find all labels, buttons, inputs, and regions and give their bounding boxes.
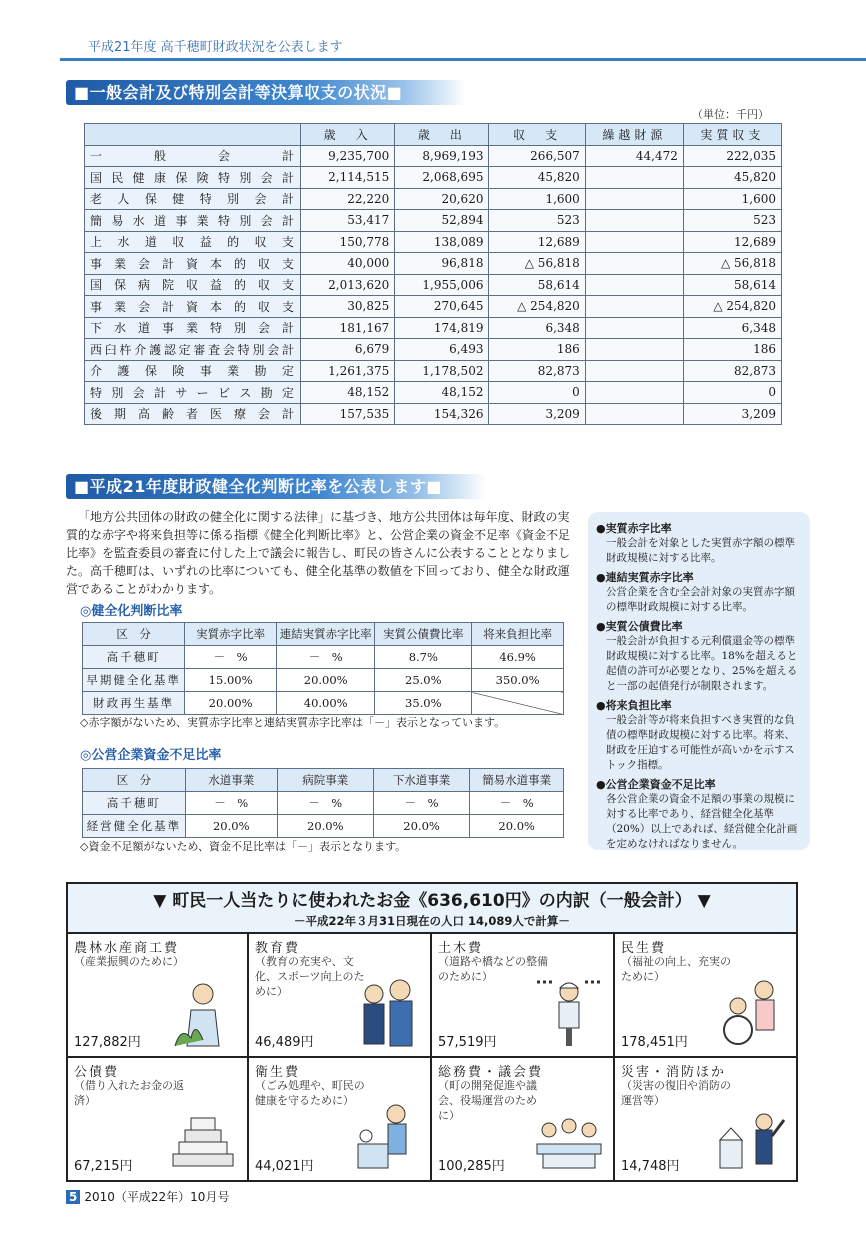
cell-value: 154,326	[395, 403, 489, 425]
breakdown-title: ▼ 町民一人当たりに使われたお金《636,610円》の内訳（一般会計） ▼	[153, 891, 711, 911]
column-header: 区 分	[83, 769, 186, 792]
row-name: 特別会計サービス勘定	[85, 382, 301, 404]
cell-value: 20.0%	[373, 815, 470, 838]
breakdown-item	[432, 1058, 615, 1182]
cell-value: 0	[489, 382, 585, 404]
cell-value	[585, 360, 683, 382]
cell-value	[585, 317, 683, 339]
cell-value: △ 56,818	[489, 253, 585, 275]
definition-text: 一般会計等が将来負担すべき実質的な負債の標準財政規模に対する比率。将来、財政を圧迫する可能性が高いかを示すストック指標。	[606, 714, 795, 771]
table-row	[85, 403, 782, 425]
footer	[66, 1188, 229, 1205]
row-name: 財政再生基準	[83, 692, 185, 715]
cell-value: 40.00%	[276, 692, 374, 715]
cell-value: － %	[276, 646, 374, 669]
column-header: 病院事業	[277, 769, 373, 792]
row-name: 高千穂町	[83, 792, 186, 815]
cell-value: － %	[373, 792, 470, 815]
cell-value: 1,261,375	[301, 360, 395, 382]
item-description: （教育の充実や、文化、スポーツ向上のために）	[255, 955, 365, 998]
table-header-row	[83, 623, 564, 646]
item-description: （道路や橋などの整備のために）	[438, 955, 548, 983]
intro-paragraph: 「地方公共団体の財政の健全化に関する法律」に基づき、地方公共団体は毎年度、財政の実質的な赤字や将来負担等に係る指標《健全化判断比率》と、公営企業の資金不足率《資金不足比率》を監査委員の審査に付した上で議会に報告し、町民の皆さんに公表することとなりました。高千穂町は、いずれの比率についても、健全化基準の数値を下回っており、健全な財政運営であることがわかります。	[66, 510, 571, 596]
cell-value: 3,209	[683, 403, 781, 425]
cell-value: 138,089	[395, 231, 489, 253]
cell-value: － %	[185, 792, 277, 815]
cell-value	[585, 231, 683, 253]
cell-value: 48,152	[395, 382, 489, 404]
cell-value: 6,679	[301, 339, 395, 361]
fund-note: ◇資金不足額がないため、資金不足比率は「－」表示となります。	[80, 840, 407, 853]
cell-value: 1,600	[683, 188, 781, 210]
item-amount: 57,519円	[438, 1035, 497, 1050]
definition-term: ●連結実質赤字比率	[596, 571, 694, 584]
cell-value: △ 56,818	[683, 253, 781, 275]
cell-value: 2,114,515	[301, 167, 395, 189]
cell-value: 9,235,700	[301, 145, 395, 167]
ratio-heading: ◎健全化判断比率	[80, 604, 183, 619]
item-name: 農林水産商工費	[74, 941, 180, 956]
cell-value: － %	[470, 792, 564, 815]
breakdown-item	[66, 1058, 249, 1182]
item-amount: 178,451円	[621, 1035, 688, 1050]
cell-value: △ 254,820	[683, 296, 781, 318]
item-name: 民生費	[621, 941, 667, 956]
table-row	[83, 669, 564, 692]
fund-table	[82, 768, 564, 838]
item-name: 衛生費	[255, 1065, 301, 1080]
table-row	[85, 296, 782, 318]
definition-text: 一般会計を対象とした実質赤字額の標準財政規模に対する比率。	[606, 537, 795, 564]
cell-value: 1,955,006	[395, 274, 489, 296]
cell-value: 3,209	[489, 403, 585, 425]
breakdown-item	[615, 1058, 798, 1182]
item-name: 教育費	[255, 941, 301, 956]
cell-value: 20.0%	[277, 815, 373, 838]
row-name: 経営健全化基準	[83, 815, 186, 838]
cell-value: 8.7%	[375, 646, 472, 669]
ratio-note: ◇赤字額がないため、実質赤字比率と連結実質赤字比率は「－」表示となっています。	[80, 716, 506, 729]
table-row	[85, 253, 782, 275]
money-stack-icon	[167, 1100, 239, 1172]
table-row	[85, 145, 782, 167]
row-name: 早期健全化基準	[83, 669, 185, 692]
column-header: 区 分	[83, 623, 185, 646]
cell-value: － %	[277, 792, 373, 815]
breakdown-item	[249, 1058, 432, 1182]
item-description: （借り入れたお金の返済）	[74, 1079, 184, 1107]
cell-value	[585, 167, 683, 189]
assembly-icon	[533, 1100, 605, 1172]
table-row	[85, 167, 782, 189]
column-header: 実質赤字比率	[185, 623, 277, 646]
row-name: 事業会計資本的収支	[85, 296, 301, 318]
header-rule	[60, 58, 866, 61]
cell-value: 52,894	[395, 210, 489, 232]
cell-value: 6,493	[395, 339, 489, 361]
row-name: 国保病院収益的収支	[85, 274, 301, 296]
section2-banner: ■平成21年度財政健全化判断比率を公表します■	[66, 474, 486, 499]
column-header: 水道事業	[185, 769, 277, 792]
definition-term: ●将来負担比率	[596, 699, 672, 712]
row-name: 後期高齢者医療会計	[85, 403, 301, 425]
table-row	[83, 692, 564, 715]
item-description: （ごみ処理や、町民の健康を守るために）	[255, 1079, 365, 1107]
construction-worker-icon	[533, 976, 605, 1048]
fund-heading: ◎公営企業資金不足比率	[80, 748, 222, 763]
row-name: 一般会計	[85, 145, 301, 167]
cell-value: 6,348	[489, 317, 585, 339]
settlement-table	[84, 123, 782, 425]
cell-value: 20,620	[395, 188, 489, 210]
cell-value: 25.0%	[375, 669, 472, 692]
row-name: 事業会計資本的収支	[85, 253, 301, 275]
cell-value	[585, 382, 683, 404]
definition-text: 公営企業を含む全会計対象の実質赤字額の標準財政規模に対する比率。	[606, 586, 795, 613]
cell-value: 20.0%	[470, 815, 564, 838]
row-name: 下水道事業特別会計	[85, 317, 301, 339]
students-icon	[350, 976, 422, 1048]
definition-term: ●実質公債費比率	[596, 620, 683, 633]
item-description: （福祉の向上、充実のために）	[621, 955, 731, 983]
item-name: 総務費・議会費	[438, 1065, 544, 1080]
cell-value: 58,614	[683, 274, 781, 296]
cell-value: 2,068,695	[395, 167, 489, 189]
breakdown-item	[249, 934, 432, 1058]
cell-value: 48,152	[301, 382, 395, 404]
row-name: 高千穂町	[83, 646, 185, 669]
wheelchair-icon	[716, 976, 788, 1048]
cell-value: 20.0%	[185, 815, 277, 838]
table-row	[85, 382, 782, 404]
row-name: 介護保険事業勘定	[85, 360, 301, 382]
cell-value	[472, 692, 564, 715]
cell-value: 44,472	[585, 145, 683, 167]
item-name: 公債費	[74, 1065, 120, 1080]
table-row	[83, 815, 564, 838]
garbage-icon	[350, 1100, 422, 1172]
cell-value: 222,035	[683, 145, 781, 167]
cell-value: 150,778	[301, 231, 395, 253]
cell-value: 46.9%	[472, 646, 564, 669]
table-row	[85, 231, 782, 253]
column-header: 実質公債費比率	[375, 623, 472, 646]
item-amount: 44,021円	[255, 1159, 314, 1174]
column-header: 簡易水道事業	[470, 769, 564, 792]
cell-value: 20.00%	[276, 669, 374, 692]
column-header: 将来負担比率	[472, 623, 564, 646]
item-description: （災害の復旧や消防の運営等）	[621, 1079, 731, 1107]
running-title: 平成21年度 高千穂町財政状況を公表します	[88, 40, 343, 55]
cell-value: 0	[683, 382, 781, 404]
cell-value: 523	[489, 210, 585, 232]
definitions-sidebar	[588, 512, 810, 850]
breakdown-item	[615, 934, 798, 1058]
table-row	[83, 646, 564, 669]
cell-value: 20.00%	[185, 692, 277, 715]
breakdown-subtitle: －平成22年３月31日現在の人口 14,089人で計算－	[294, 914, 570, 928]
cell-value: 58,614	[489, 274, 585, 296]
table-header-row	[83, 769, 564, 792]
cell-value: 40,000	[301, 253, 395, 275]
issue-label: 2010（平成22年）10月号	[84, 1190, 230, 1204]
item-amount: 14,748円	[621, 1159, 680, 1174]
table-row	[85, 339, 782, 361]
row-name: 上水道収益的収支	[85, 231, 301, 253]
cell-value: 266,507	[489, 145, 585, 167]
row-name: 簡易水道事業特別会計	[85, 210, 301, 232]
table-header-row: 歳 入 歳 出 収 支 繰越財源 実質収支	[85, 124, 782, 146]
table-row	[85, 188, 782, 210]
cell-value: 15.00%	[185, 669, 277, 692]
cell-value: 181,167	[301, 317, 395, 339]
cell-value: 186	[683, 339, 781, 361]
cell-value: 96,818	[395, 253, 489, 275]
unit-label: （単位：千円）	[692, 108, 769, 121]
cell-value	[585, 296, 683, 318]
row-name: 西臼杵介護認定審査会特別会計	[85, 339, 301, 361]
cell-value	[585, 210, 683, 232]
cell-value	[585, 274, 683, 296]
breakdown-item	[432, 934, 615, 1058]
cell-value: 270,645	[395, 296, 489, 318]
cell-value: 53,417	[301, 210, 395, 232]
ratio-table	[82, 622, 564, 715]
cell-value: 45,820	[489, 167, 585, 189]
item-description: （産業振興のために）	[74, 955, 184, 968]
cell-value: 12,689	[489, 231, 585, 253]
definition-term: ●実質赤字比率	[596, 522, 672, 535]
item-description: （町の開発促進や議会、役場運営のために）	[438, 1079, 537, 1122]
cell-value: 82,873	[683, 360, 781, 382]
table-row	[85, 210, 782, 232]
cell-value	[585, 253, 683, 275]
cell-value: 8,969,193	[395, 145, 489, 167]
item-amount: 127,882円	[74, 1035, 141, 1050]
cell-value: 22,220	[301, 188, 395, 210]
page-number: 5	[66, 1190, 80, 1204]
table-row	[83, 792, 564, 815]
item-name: 災害・消防ほか	[621, 1065, 727, 1080]
cell-value	[585, 188, 683, 210]
definition-text: 一般会計が負担する元利償還金等の標準財政規模に対する比率。18%を超えると起債の許可が必要となり、25%を超えると一部の起債発行が制限されます。	[606, 635, 798, 692]
definition-text: 各公営企業の資金不足額の事業の規模に対する比率であり、経営健全化基準（20%）以上であれば、経営健全化計画を定めなければなりません。	[606, 793, 798, 850]
cell-value: 30,825	[301, 296, 395, 318]
cell-value: 1,178,502	[395, 360, 489, 382]
cell-value: 6,348	[683, 317, 781, 339]
row-name: 国民健康保険特別会計	[85, 167, 301, 189]
column-header: 下水道事業	[373, 769, 470, 792]
cell-value: 35.0%	[375, 692, 472, 715]
cell-value: 82,873	[489, 360, 585, 382]
item-name: 土木費	[438, 941, 484, 956]
definition-term: ●公営企業資金不足比率	[596, 778, 716, 791]
cell-value: 350.0%	[472, 669, 564, 692]
cell-value: 523	[683, 210, 781, 232]
cell-value: 12,689	[683, 231, 781, 253]
section1-banner: ■一般会計及び特別会計等決算収支の状況■	[66, 80, 466, 105]
cell-value	[585, 339, 683, 361]
table-row	[85, 317, 782, 339]
table-row	[85, 360, 782, 382]
cell-value: 2,013,620	[301, 274, 395, 296]
cell-value: 1,600	[489, 188, 585, 210]
column-header: 連結実質赤字比率	[276, 623, 374, 646]
breakdown-item	[66, 934, 249, 1058]
firefighter-icon	[716, 1100, 788, 1172]
cell-value: － %	[185, 646, 277, 669]
breakdown-header	[66, 882, 798, 934]
cell-value: 186	[489, 339, 585, 361]
cell-value: 45,820	[683, 167, 781, 189]
item-amount: 67,215円	[74, 1159, 133, 1174]
cell-value	[585, 403, 683, 425]
row-name: 老人保健特別会計	[85, 188, 301, 210]
item-amount: 100,285円	[438, 1159, 505, 1174]
cell-value: 157,535	[301, 403, 395, 425]
cell-value: 174,819	[395, 317, 489, 339]
item-amount: 46,489円	[255, 1035, 314, 1050]
cell-value: △ 254,820	[489, 296, 585, 318]
table-row	[85, 274, 782, 296]
farmer-icon	[167, 976, 239, 1048]
